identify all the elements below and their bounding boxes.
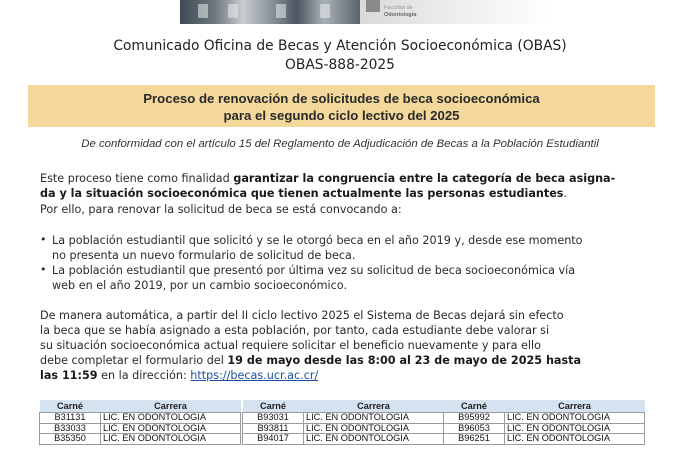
column-header-carne: Carné [243,400,304,413]
student-table-3 [443,400,645,445]
table-header-row [444,400,645,413]
carrera-cell: LIC. EN ODONTOLOGIA [101,423,241,434]
notice-text: en la dirección: [97,369,191,382]
bullet-2-line-2: web en el año 2019, por un cambio socioeconómico. [52,279,348,292]
intro-text: Este proceso tiene como finalidad [40,172,234,185]
reglamento-note: De conformidad con el artículo 15 del Reglamento de Adjudicación de Becas a la Población Estudiantil [81,138,599,150]
header-photo [180,0,360,24]
carrera-cell: LIC. EN ODONTOLOGIA [304,423,444,434]
deadline-emphasis: 19 de mayo desde las 8:00 al 23 de mayo de 2025 hasta [227,354,582,367]
intro-line-3: Por ello, para renovar la solicitud de beca se está convocando a: [40,203,402,216]
bullet-dot: • [40,263,47,276]
carne-cell: B96053 [444,423,505,434]
bullet-2-line-1: La población estudiantil que presentó por última vez su solicitud de beca socioeconómica vía [52,264,576,277]
carne-cell: B94017 [243,434,304,445]
intro-line-1 [40,171,615,186]
notice-text: debe completar el formulario del [40,354,228,367]
photo-detail [198,4,208,18]
carne-cell: B93031 [243,413,304,424]
table-row [40,423,241,434]
communique-title: Comunicado Oficina de Becas y Atención Socioeconómica (OBAS) [113,38,567,54]
intro-line-2 [40,186,567,201]
carne-cell: B33033 [40,423,101,434]
table-row [40,413,241,424]
faculty-logo-icon [366,0,380,12]
column-header-carne: Carné [444,400,505,413]
table-row [444,434,645,445]
student-table-2 [242,400,444,445]
bullet-1-line-2: no presenta un nuevo formulario de solicitud de beca. [52,249,356,262]
carrera-cell: LIC. EN ODONTOLOGIA [505,434,645,445]
communique-code: OBAS-888-2025 [285,57,395,73]
table-header-row [243,400,444,413]
column-header-carrera: Carrera [304,400,444,413]
carne-cell: B95992 [444,413,505,424]
table-row [444,413,645,424]
photo-detail [320,4,330,18]
notice-line-2: la beca que se había asignado a esta población, por tanto, cada estudiante debe valorar si [40,324,550,337]
carrera-cell: LIC. EN ODONTOLOGIA [101,413,241,424]
carrera-cell: LIC. EN ODONTOLOGIA [304,413,444,424]
table-header-row [40,400,241,413]
bullet-1-line-1: La población estudiantil que solicitó y se le otorgó beca en el año 2019 y, desde ese momento [52,234,583,247]
carne-cell: B35350 [40,434,101,445]
logo-line-2: Odontología [384,12,417,18]
table-row [243,434,444,445]
intro-text: . [563,187,567,200]
notice-line-3: su situación socioeconómica actual requiere solicitar el beneficio nuevamente y para ello [40,339,541,352]
column-header-carne: Carné [40,400,101,413]
logo-line-1: Facultad de [384,5,413,11]
column-header-carrera: Carrera [101,400,241,413]
carrera-cell: LIC. EN ODONTOLOGIA [101,434,241,445]
header-band [0,0,680,25]
banner-line-1: Proceso de renovación de solicitudes de beca socioeconómica [143,91,540,106]
banner-line-2: para el segundo ciclo lectivo del 2025 [223,108,460,123]
bullet-dot: • [40,233,47,246]
carne-cell: B31131 [40,413,101,424]
deadline-emphasis: las 11:59 [40,369,98,382]
notice-line-4 [40,353,581,368]
photo-detail [276,4,286,18]
table-row [243,423,444,434]
student-table-1 [39,400,241,445]
carne-cell: B96251 [444,434,505,445]
process-banner [28,85,655,127]
carrera-cell: LIC. EN ODONTOLOGIA [505,413,645,424]
column-header-carrera: Carrera [505,400,645,413]
carne-cell: B93811 [243,423,304,434]
carrera-cell: LIC. EN ODONTOLOGIA [304,434,444,445]
intro-emphasis: garantizar la congruencia entre la categoría de beca asigna- [233,172,616,185]
table-row [40,434,241,445]
table-row [444,423,645,434]
notice-line-1: De manera automática, a partir del II ciclo lectivo 2025 el Sistema de Becas dejará sin efecto [40,309,564,322]
photo-detail [228,4,238,18]
notice-line-5 [40,368,318,383]
table-row [243,413,444,424]
becas-link[interactable]: https://becas.ucr.ac.cr/ [190,369,319,382]
intro-emphasis: da y la situación socioeconómica que tienen actualmente las personas estudiantes [40,187,564,200]
carrera-cell: LIC. EN ODONTOLOGIA [505,423,645,434]
